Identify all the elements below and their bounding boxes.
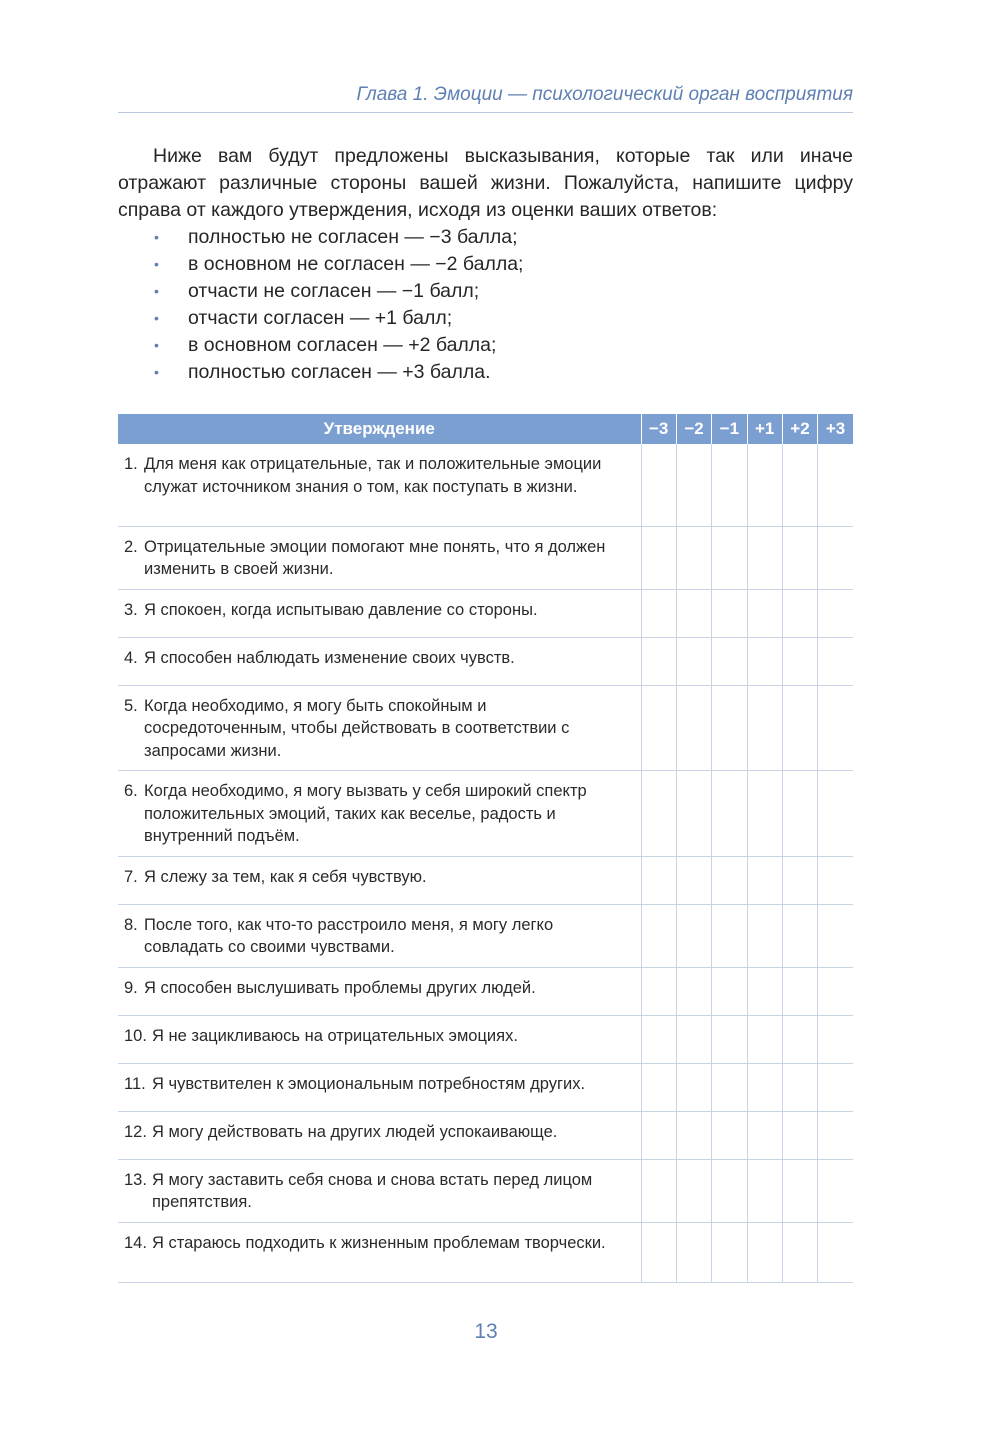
- statement-cell: [118, 1015, 641, 1063]
- score-cell[interactable]: [818, 685, 853, 771]
- score-cell[interactable]: [712, 856, 747, 904]
- bullet-icon: •: [154, 337, 159, 353]
- score-cell[interactable]: [782, 967, 817, 1015]
- score-cell[interactable]: [747, 771, 782, 857]
- table-row: [118, 1015, 853, 1063]
- statement-text: Я слежу за тем, как я себя чувствую.: [144, 867, 427, 886]
- statement-text: Я могу заставить себя снова и снова встать перед лицом препятствия.: [152, 1170, 593, 1211]
- statement-cell: [118, 904, 641, 967]
- score-cell[interactable]: [747, 856, 782, 904]
- statement-text: Я стараюсь подходить к жизненным проблемам творчески.: [152, 1233, 606, 1252]
- score-cell[interactable]: [641, 967, 676, 1015]
- score-cell[interactable]: [641, 526, 676, 589]
- questionnaire-table: [118, 414, 853, 1283]
- statement-number: 12.: [124, 1122, 147, 1141]
- statement-cell: [118, 771, 641, 857]
- score-cell[interactable]: [712, 967, 747, 1015]
- table-row: [118, 637, 853, 685]
- score-cell[interactable]: [641, 856, 676, 904]
- statement-text: После того, как что-то расстроило меня, я могу легко совладать со своими чувствами.: [144, 915, 554, 956]
- score-cell[interactable]: [712, 1159, 747, 1222]
- statement-number: 3.: [124, 600, 138, 619]
- score-cell[interactable]: [782, 444, 817, 526]
- statement-text: Отрицательные эмоции помогают мне понять, что я должен изменить в своей жизни.: [144, 537, 606, 578]
- score-cell[interactable]: [712, 526, 747, 589]
- column-header-statement: Утверждение: [118, 414, 641, 444]
- statement-number: 11.: [124, 1074, 146, 1093]
- score-cell[interactable]: [747, 444, 782, 526]
- list-item: • полностью согласен — +3 балла.: [118, 359, 853, 386]
- list-item: • отчасти согласен — +1 балл;: [118, 305, 853, 332]
- bullet-icon: •: [154, 256, 159, 272]
- statement-cell: [118, 637, 641, 685]
- score-cell[interactable]: [782, 1222, 817, 1282]
- score-cell[interactable]: [747, 1015, 782, 1063]
- score-cell[interactable]: [747, 637, 782, 685]
- score-cell[interactable]: [747, 1159, 782, 1222]
- table-row: [118, 856, 853, 904]
- statement-text: Я не зацикливаюсь на отрицательных эмоциях.: [152, 1026, 518, 1045]
- statement-cell: [118, 856, 641, 904]
- score-cell[interactable]: [641, 589, 676, 637]
- table-row: [118, 1111, 853, 1159]
- table-row: [118, 685, 853, 771]
- score-cell[interactable]: [712, 1222, 747, 1282]
- table-row: [118, 771, 853, 857]
- column-header-score: +3: [818, 414, 853, 444]
- statement-cell: [118, 589, 641, 637]
- score-cell[interactable]: [676, 444, 711, 526]
- score-cell[interactable]: [782, 685, 817, 771]
- score-cell[interactable]: [712, 771, 747, 857]
- statement-number: 5.: [124, 696, 138, 715]
- statement-cell: [118, 1159, 641, 1222]
- score-cell[interactable]: [676, 1222, 711, 1282]
- list-item: • в основном не согласен — −2 балла;: [118, 251, 853, 278]
- score-cell[interactable]: [641, 1222, 676, 1282]
- score-cell[interactable]: [712, 685, 747, 771]
- statement-number: 2.: [124, 537, 138, 556]
- statement-text: Я чувствителен к эмоциональным потребностям других.: [152, 1074, 586, 1093]
- column-header-score: −2: [676, 414, 711, 444]
- score-cell[interactable]: [747, 967, 782, 1015]
- score-cell[interactable]: [712, 637, 747, 685]
- score-cell[interactable]: [782, 637, 817, 685]
- score-cell[interactable]: [712, 1063, 747, 1111]
- intro-paragraph: Ниже вам будут предложены высказывания, которые так или иначе отражают различные стороны вашей жизни. Пожалуйста, напишите цифру справа от каждого утверждения, исходя из оценки ваших ответов:: [118, 145, 853, 221]
- table-row: [118, 1159, 853, 1222]
- score-cell[interactable]: [676, 1159, 711, 1222]
- running-header: Глава 1. Эмоции — психологический орган восприятия: [118, 84, 853, 113]
- bullet-icon: •: [154, 283, 159, 299]
- score-cell[interactable]: [747, 589, 782, 637]
- score-cell[interactable]: [676, 904, 711, 967]
- score-cell[interactable]: [818, 1015, 853, 1063]
- score-cell[interactable]: [712, 904, 747, 967]
- score-cell[interactable]: [712, 589, 747, 637]
- statement-number: 1.: [124, 455, 138, 473]
- statement-cell: [118, 1222, 641, 1282]
- list-item: • отчасти не согласен — −1 балл;: [118, 278, 853, 305]
- score-cell[interactable]: [641, 637, 676, 685]
- score-cell[interactable]: [641, 771, 676, 857]
- statement-number: 8.: [124, 915, 138, 934]
- score-cell[interactable]: [782, 1063, 817, 1111]
- score-cell[interactable]: [676, 1063, 711, 1111]
- column-header-score: +1: [747, 414, 782, 444]
- score-cell[interactable]: [818, 771, 853, 857]
- score-cell[interactable]: [747, 1222, 782, 1282]
- score-cell[interactable]: [818, 589, 853, 637]
- score-cell[interactable]: [782, 589, 817, 637]
- score-cell[interactable]: [641, 685, 676, 771]
- table-row: [118, 444, 853, 526]
- score-cell[interactable]: [641, 1111, 676, 1159]
- score-cell[interactable]: [676, 1111, 711, 1159]
- score-cell[interactable]: [782, 1015, 817, 1063]
- page-number: 13: [474, 1320, 498, 1343]
- table-row: [118, 904, 853, 967]
- score-cell[interactable]: [782, 1111, 817, 1159]
- statement-cell: [118, 967, 641, 1015]
- bullet-icon: •: [154, 229, 159, 245]
- table-row: [118, 526, 853, 589]
- score-cell[interactable]: [818, 526, 853, 589]
- list-item: • полностью не согласен — −3 балла;: [118, 224, 853, 251]
- score-cell[interactable]: [641, 444, 676, 526]
- score-cell[interactable]: [818, 856, 853, 904]
- score-cell[interactable]: [641, 1159, 676, 1222]
- table-row: [118, 1063, 853, 1111]
- table-row: [118, 967, 853, 1015]
- score-cell[interactable]: [747, 1063, 782, 1111]
- score-cell[interactable]: [747, 904, 782, 967]
- score-cell[interactable]: [782, 771, 817, 857]
- score-cell[interactable]: [818, 1159, 853, 1222]
- statement-cell: [118, 1111, 641, 1159]
- score-cell[interactable]: [676, 637, 711, 685]
- table-row: [118, 1222, 853, 1282]
- statement-text: Я могу действовать на других людей успокаивающе.: [152, 1122, 558, 1141]
- statement-text: Я способен выслушивать проблемы других людей.: [144, 978, 536, 997]
- statement-text: Когда необходимо, я могу вызвать у себя широкий спектр положительных эмоций, таких как веселье, радость и внутренний подъём.: [144, 782, 587, 845]
- statement-text: Когда необходимо, я могу быть спокойным и сосредоточенным, чтобы действовать в соответствии с запросами жизни.: [144, 696, 570, 760]
- score-cell[interactable]: [712, 1015, 747, 1063]
- score-cell[interactable]: [782, 904, 817, 967]
- statement-cell: [118, 1063, 641, 1111]
- score-cell[interactable]: [676, 1015, 711, 1063]
- score-cell[interactable]: [818, 1222, 853, 1282]
- score-cell[interactable]: [676, 771, 711, 857]
- column-header-score: −3: [641, 414, 676, 444]
- score-cell[interactable]: [747, 1111, 782, 1159]
- statement-number: 6.: [124, 782, 138, 800]
- rating-scale-list: [118, 224, 853, 386]
- score-cell[interactable]: [818, 637, 853, 685]
- statement-number: 10.: [124, 1026, 147, 1045]
- table-header-row: [118, 414, 853, 444]
- column-header-score: −1: [712, 414, 747, 444]
- bullet-icon: •: [154, 310, 159, 326]
- score-cell[interactable]: [818, 1111, 853, 1159]
- score-cell[interactable]: [676, 685, 711, 771]
- score-cell[interactable]: [712, 1111, 747, 1159]
- score-cell[interactable]: [712, 444, 747, 526]
- score-cell[interactable]: [782, 856, 817, 904]
- score-cell[interactable]: [641, 904, 676, 967]
- score-cell[interactable]: [747, 685, 782, 771]
- list-item: • в основном согласен — +2 балла;: [118, 332, 853, 359]
- column-header-score: +2: [782, 414, 817, 444]
- score-cell[interactable]: [782, 1159, 817, 1222]
- statement-number: 4.: [124, 648, 138, 667]
- statement-text: Я спокоен, когда испытываю давление со стороны.: [144, 600, 538, 619]
- statement-text: Я способен наблюдать изменение своих чувств.: [144, 648, 515, 667]
- score-cell[interactable]: [818, 1063, 853, 1111]
- statement-number: 13.: [124, 1170, 147, 1189]
- score-cell[interactable]: [676, 856, 711, 904]
- statement-cell: [118, 444, 641, 526]
- statement-number: 9.: [124, 978, 138, 997]
- score-cell[interactable]: [747, 526, 782, 589]
- score-cell[interactable]: [782, 526, 817, 589]
- score-cell[interactable]: [676, 589, 711, 637]
- statement-text: Для меня как отрицательные, так и положительные эмоции служат источником знания о том, как поступать в жизни.: [144, 455, 602, 496]
- score-cell[interactable]: [641, 1063, 676, 1111]
- statement-cell: [118, 526, 641, 589]
- intro-block: [118, 143, 853, 386]
- score-cell[interactable]: [676, 526, 711, 589]
- statement-cell: [118, 685, 641, 771]
- score-cell[interactable]: [818, 904, 853, 967]
- score-cell[interactable]: [641, 1015, 676, 1063]
- score-cell[interactable]: [818, 444, 853, 526]
- score-cell[interactable]: [676, 967, 711, 1015]
- statement-number: 7.: [124, 867, 138, 886]
- statement-number: 14.: [124, 1233, 147, 1252]
- bullet-icon: •: [154, 364, 159, 380]
- table-row: [118, 589, 853, 637]
- score-cell[interactable]: [818, 967, 853, 1015]
